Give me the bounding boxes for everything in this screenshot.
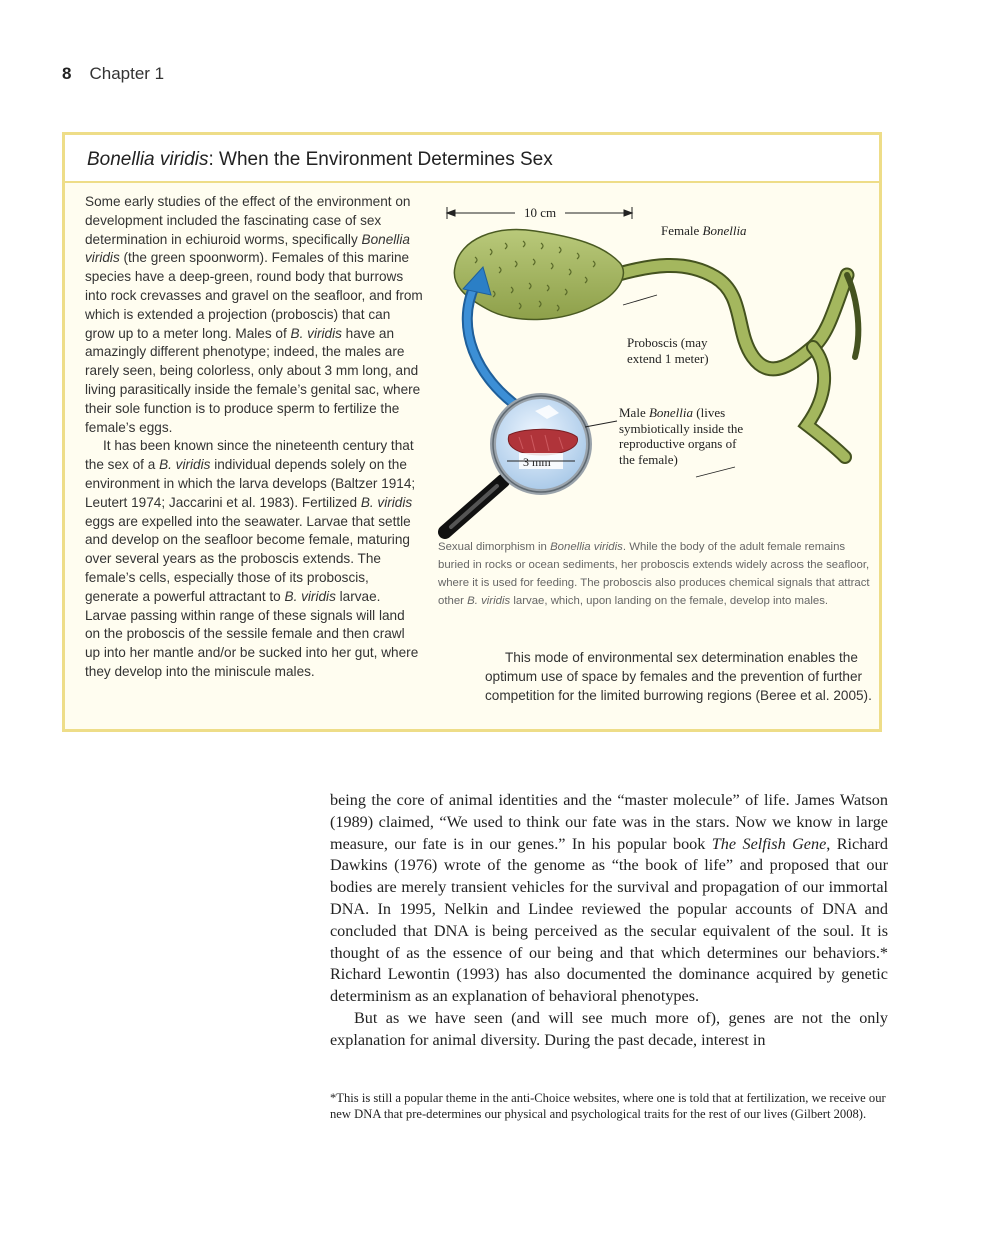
- male-label-prefix: Male: [619, 405, 649, 420]
- footnote: *This is still a popular theme in the anti-Choice websites, where one is told that at fertilization, we receive our new DNA that pre-determines our physical and psychological traits for the rest of our lives (Gilbert 2008).: [330, 1091, 886, 1121]
- box-title-italic: Bonellia viridis: [87, 149, 209, 170]
- box-right-column: [485, 649, 875, 705]
- text-run: eggs are expelled into the seawater. Larvae that settle and develop on the seafloor become female, maturing over several years as the proboscis extends. The female’s cells, especially those of its proboscis, generate a powerful attractant to: [85, 513, 411, 604]
- text-run: . While the body of the adult female remains buried in rocks or ocean sediments, her proboscis extends widely across the seafloor, where it is used for feeding. The proboscis also produces chemical signals that attract other: [438, 541, 870, 607]
- proboscis-label: Proboscis (may extend 1 meter): [627, 335, 709, 366]
- italic-run: Bonellia viridis: [550, 541, 623, 553]
- male-label-rest: (lives symbiotically inside the reproductive organs of the female): [619, 405, 744, 467]
- female-label-italic: Bonellia: [702, 223, 747, 238]
- sidebar-box: [62, 132, 882, 732]
- italic-run: B. viridis: [360, 494, 413, 510]
- text-run: individual depends solely on the environment in which the larva develops (Baltzer 1914; Leutert 1974; Jaccarini et al. 1983). Fertilized: [85, 457, 416, 510]
- text-run: (the green spoonworm). Females of this marine species have a deep-green, round body that burrows into rock crevasses and gravel on the seafloor, and from which is extended a projection (proboscis) that can grow up to a meter long. Males of: [85, 250, 423, 341]
- italic-run: B. viridis: [284, 588, 336, 604]
- chapter-label: Chapter 1: [89, 64, 165, 83]
- box-title-rest: : When the Environment Determines Sex: [208, 149, 553, 170]
- male-label: [619, 405, 755, 467]
- magnifier-handle-drawing: [445, 481, 503, 532]
- text-run: larvae, which, upon landing on the female, develop into males.: [510, 595, 829, 607]
- italic-run: Bonellia viridis: [85, 231, 410, 266]
- text-run: Some early studies of the effect of the environment on development included the fascinating case of sex determination in echiuroid worms, specifically: [85, 194, 411, 247]
- body-paragraph-1: [330, 790, 888, 1008]
- body-paragraph-2: [330, 1008, 888, 1052]
- main-body-text: [330, 790, 888, 1052]
- text-run: being the core of animal identities and the “master molecule” of life. James Watson (1989) claimed, “We used to think our fate was in the stars. Now we know in large measure, our fate is in our genes.” In his popular book: [330, 791, 888, 853]
- box-paragraph-1: [85, 193, 423, 437]
- scale-label-3mm: 3 mm: [523, 455, 551, 469]
- figure-caption: [438, 538, 878, 610]
- magnifier-lens-drawing: [493, 396, 589, 492]
- page-number: 8: [62, 64, 72, 83]
- box-left-column: [85, 193, 423, 682]
- female-label-prefix: Female: [661, 223, 703, 238]
- male-label-italic: Bonellia: [648, 405, 694, 420]
- italic-run: The Selfish Gene: [711, 834, 827, 853]
- text-run: have an amazingly different phenotype; indeed, the males are rarely seen, being colorless, only about 3 mm long, and living parasitically inside the female’s genital sac, where their sole function is to produce sperm to fertilize the female’s eggs.: [85, 325, 421, 435]
- text-run: Sexual dimorphism in: [438, 541, 551, 553]
- italic-run: B. viridis: [467, 595, 511, 607]
- text-run: , Richard Dawkins (1976) wrote of the genome as “the book of life” and proposed that our bodies are merely transient vehicles for the survival and propagation of our immortal DNA. In 1995, Nelkin and Lindee reviewed the popular accounts of DNA and concluded that DNA is being perceived as the secular equivalent of the soul. It is thought of as the essence of our being and that which determines our behaviors.* Richard Lewontin (1993) has also documented the dominance acquired by genetic determinism as an explanation of behavioral phenotypes.: [330, 834, 888, 1006]
- scale-label-10cm: 10 cm: [520, 205, 560, 221]
- bonellia-figure: [435, 197, 875, 542]
- box-title: [65, 135, 879, 183]
- italic-run: B. viridis: [290, 325, 342, 341]
- box-paragraph-3: This mode of environmental sex determination enables the optimum use of space by females and the prevention of further competition for the limited burrowing regions (Beree et al. 2005).: [485, 650, 872, 703]
- text-run: But as we have seen (and will see much more of), genes are not the only explanation for animal diversity. During the past decade, interest in: [330, 1008, 888, 1049]
- italic-run: B. viridis: [159, 457, 211, 473]
- bonellia-illustration: [435, 197, 875, 542]
- text-run: larvae. Larvae passing within range of these signals will land on the proboscis of the sessile female and then crawl up into her mantle and/or be sucked into her gut, where they develop into the miniscule males.: [85, 588, 419, 679]
- box-paragraph-2: [85, 437, 423, 681]
- running-head: [62, 64, 164, 84]
- female-label: [661, 223, 811, 239]
- text-run: It has been known since the nineteenth century that the sex of a: [85, 438, 414, 473]
